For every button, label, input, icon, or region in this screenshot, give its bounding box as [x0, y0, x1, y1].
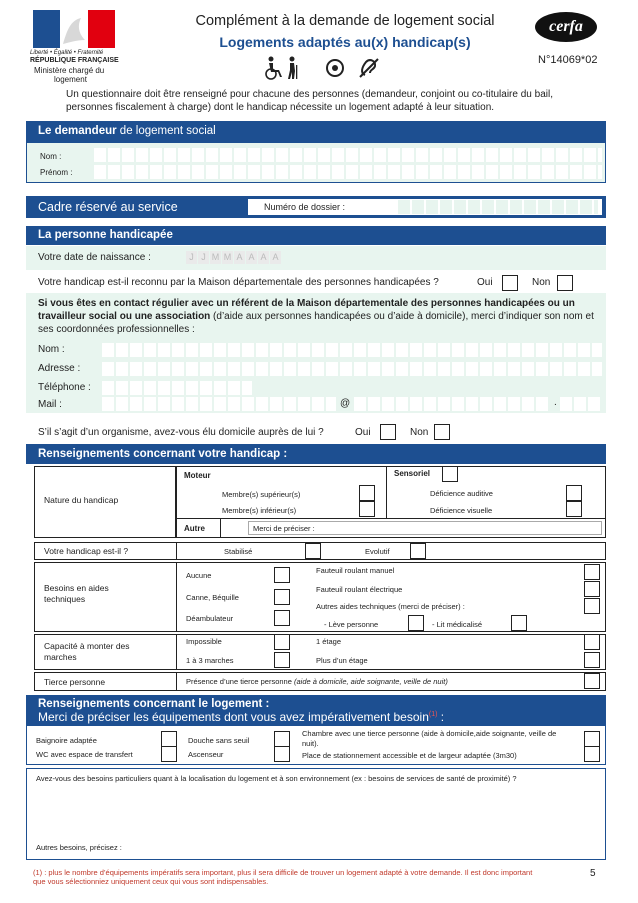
- autre-divider: [220, 518, 221, 538]
- contact-text-bold: Si vous êtes en contact régulier avec un référent de la Maison départementale des personnes handicapées ou un travailleur social ou une association: [38, 298, 575, 322]
- def-visuelle-checkbox[interactable]: [566, 501, 582, 517]
- stationnement-checkbox[interactable]: [584, 746, 600, 762]
- douche-label: Douche sans seuil: [188, 736, 250, 745]
- autres-besoins-input[interactable]: [150, 840, 598, 854]
- section-demandeur-header: [26, 121, 606, 142]
- stabilise-label: Stabilisé: [224, 547, 253, 556]
- presence-tierce-text: Présence d’une tierce personne: [186, 677, 292, 686]
- dob-cell[interactable]: M: [223, 252, 232, 262]
- def-visuelle-label: Déficience visuelle: [430, 506, 493, 515]
- dob-cell[interactable]: J: [186, 251, 197, 264]
- section-demandeur-title: Le demandeur: [38, 125, 117, 137]
- evolutif-label: Evolutif: [365, 547, 390, 556]
- logement-header-colon: :: [437, 710, 445, 724]
- referent-mail-domain-input[interactable]: [354, 397, 550, 411]
- moteur-label: Moteur: [184, 471, 211, 480]
- ministry-motto: Liberté • Égalité • Fraternité: [30, 50, 104, 56]
- dob-cell[interactable]: A: [270, 251, 281, 264]
- besoins-aides-label: Besoins en aides techniques: [44, 583, 109, 604]
- evolution-divider: [176, 542, 177, 560]
- page-subtitle: Logements adaptés au(x) handicap(s): [219, 34, 471, 50]
- def-auditive-checkbox[interactable]: [566, 485, 582, 501]
- mdph-non-checkbox[interactable]: [557, 275, 573, 291]
- wheelchair-icon: [266, 57, 282, 80]
- lit-medicalise-checkbox[interactable]: [511, 615, 527, 631]
- nature-divider-v: [386, 466, 387, 518]
- def-auditive-label: Déficience auditive: [430, 489, 493, 498]
- aucune-label: Aucune: [186, 571, 212, 580]
- demandeur-nom-input[interactable]: [94, 148, 602, 162]
- intellectual-disability-icon: [327, 60, 343, 76]
- wc-label: WC avec espace de transfert: [36, 750, 133, 759]
- deaf-ear-icon: [360, 59, 378, 77]
- dob-cell[interactable]: A: [246, 251, 257, 264]
- mail-at-sign: @: [340, 398, 351, 409]
- handicap-est-il-label: Votre handicap est-il ?: [44, 546, 129, 556]
- service-title: Cadre réservé au service: [38, 200, 178, 214]
- aucune-checkbox[interactable]: [274, 567, 290, 583]
- deambulateur-checkbox[interactable]: [274, 610, 290, 626]
- sensoriel-checkbox[interactable]: [442, 466, 458, 482]
- impossible-checkbox[interactable]: [274, 634, 290, 650]
- dob-cell[interactable]: J: [198, 251, 209, 264]
- nature-divider-h: [176, 518, 606, 519]
- ascenseur-label: Ascenseur: [188, 750, 224, 759]
- organisme-oui-checkbox[interactable]: [380, 424, 396, 440]
- service-dossier-label: Numéro de dossier :: [264, 202, 346, 212]
- fauteuil-electrique-checkbox[interactable]: [584, 581, 600, 597]
- plus-etage-label: Plus d’un étage: [316, 656, 368, 665]
- autre-label: Autre: [184, 524, 205, 533]
- service-bar: [26, 196, 606, 218]
- demandeur-prenom-label: Prénom :: [40, 168, 73, 177]
- autres-besoins-label: Autres besoins, précisez :: [36, 843, 122, 852]
- page-number: 5: [590, 868, 596, 879]
- localisation-question: Avez-vous des besoins particuliers quant à la localisation du logement et à son environnement (ex : besoins de services de santé de proximité) ?: [36, 774, 517, 783]
- mdph-oui-label: Oui: [477, 277, 493, 288]
- autres-aides-label: Autres aides techniques (merci de préciser) :: [316, 602, 465, 611]
- fauteuil-electrique-label: Fauteuil roulant électrique: [316, 585, 403, 594]
- organisme-non-checkbox[interactable]: [434, 424, 450, 440]
- referent-adresse-label: Adresse :: [38, 363, 81, 374]
- organisme-oui-label: Oui: [355, 427, 371, 438]
- referent-nom-input[interactable]: [102, 343, 602, 357]
- dob-cell[interactable]: M: [211, 252, 220, 262]
- tierce-personne-checkbox[interactable]: [584, 673, 600, 689]
- referent-telephone-input[interactable]: [102, 381, 252, 395]
- impossible-label: Impossible: [186, 637, 222, 646]
- membres-inf-checkbox[interactable]: [359, 501, 375, 517]
- baignoire-label: Baignoire adaptée: [36, 736, 97, 745]
- canne-label: Canne, Béquille: [186, 593, 239, 602]
- leve-personne-label: - Lève personne: [324, 620, 379, 629]
- leve-personne-checkbox[interactable]: [408, 615, 424, 631]
- localisation-answer[interactable]: [34, 786, 598, 836]
- logement-header-title: Renseignements concernant le logement :: [38, 698, 270, 710]
- baignoire-checkbox[interactable]: [161, 731, 177, 747]
- intro-text: Un questionnaire doit être renseigné pour chacune des personnes (demandeur, conjoint ou co-titulaire du bail, personnes fiscalement à charge) dont le handicap nécessite un logement adapté à leur situation.: [66, 89, 553, 113]
- contact-text: [38, 297, 598, 336]
- cerfa-logo: cerfa: [535, 12, 597, 42]
- stabilise-checkbox[interactable]: [305, 543, 321, 559]
- referent-mail-label: Mail :: [38, 399, 62, 410]
- capacite-marches-label: Capacité à monter des marches: [44, 641, 130, 662]
- service-dossier-box: [248, 199, 602, 215]
- nature-label: Nature du handicap: [44, 495, 119, 505]
- un-etage-label: 1 étage: [316, 637, 342, 646]
- section-logement-header: [26, 695, 606, 725]
- chambre-label: Chambre avec une tierce personne (aide à domicile,aide soignante, veille de nuit).: [302, 729, 557, 748]
- dob-label: Votre date de naissance :: [38, 252, 151, 263]
- referent-nom-label: Nom :: [38, 344, 65, 355]
- plus-etage-checkbox[interactable]: [584, 652, 600, 668]
- aides-divider: [176, 562, 177, 632]
- section-demandeur-title-rest: de logement social: [116, 125, 216, 137]
- fauteuil-manuel-label: Fauteuil roulant manuel: [316, 566, 395, 575]
- referent-mail-user-input[interactable]: [102, 397, 336, 411]
- dob-input[interactable]: [186, 251, 296, 265]
- section-handicap-header: Renseignements concernant votre handicap :: [26, 444, 606, 464]
- section-personne-header: La personne handicapée: [26, 226, 606, 245]
- tierce-personne-label: Tierce personne: [44, 677, 106, 687]
- fauteuil-manuel-checkbox[interactable]: [584, 564, 600, 580]
- dossier-number-input[interactable]: [398, 200, 598, 214]
- organisme-question: S’il s’agit d’un organisme, avez-vous élu domicile auprès de lui ?: [38, 427, 324, 438]
- mdph-oui-checkbox[interactable]: [502, 275, 518, 291]
- demandeur-nom-label: Nom :: [40, 152, 62, 161]
- republique-francaise: RÉPUBLIQUE FRANÇAISE: [30, 57, 119, 64]
- marianne-logo: [33, 10, 115, 48]
- logement-header-sup: (1): [428, 711, 438, 718]
- demandeur-prenom-input[interactable]: [94, 165, 602, 179]
- marches-divider: [176, 634, 177, 670]
- sensoriel-label: Sensoriel: [394, 469, 431, 478]
- ministry-name: Ministère chargé du: [34, 66, 105, 75]
- wc-checkbox[interactable]: [161, 746, 177, 762]
- mdph-non-label: Non: [532, 277, 551, 288]
- organisme-non-label: Non: [410, 427, 429, 438]
- membres-sup-label: Membre(s) supérieur(s): [222, 490, 301, 499]
- form-number: N°14069*02: [538, 54, 598, 66]
- evolutif-checkbox[interactable]: [410, 543, 426, 559]
- canne-checkbox[interactable]: [274, 589, 290, 605]
- un-a-trois-label: 1 à 3 marches: [186, 656, 234, 665]
- stationnement-label: Place de stationnement accessible et de largeur adaptée (3m30): [302, 751, 517, 760]
- un-etage-checkbox[interactable]: [584, 634, 600, 650]
- logement-header-sub: Merci de préciser les équipements dont vous avez impérativement besoin: [38, 710, 429, 724]
- mail-dot-sign: .: [554, 397, 557, 408]
- referent-mail-tld-input[interactable]: [560, 397, 602, 411]
- dob-cell[interactable]: A: [258, 251, 269, 264]
- mdph-question: Votre handicap est-il reconnu par la Maison départementale des personnes handicapées ?: [38, 277, 439, 288]
- ministry-name-2: logement: [54, 75, 87, 84]
- referent-telephone-label: Téléphone :: [38, 382, 91, 393]
- membres-sup-checkbox[interactable]: [359, 485, 375, 501]
- presence-tierce-label: [186, 677, 448, 686]
- membres-inf-label: Membre(s) inférieur(s): [222, 506, 297, 515]
- merci-preciser-label: Merci de préciser :: [253, 524, 315, 533]
- walking-person-icon: [288, 57, 297, 80]
- contact-text-rest: (d’aide aux personnes handicapées ou d’aide à domicile), merci d’indiquer son nom et ses coordonnées professionnelles :: [38, 311, 594, 335]
- page-title: Complément à la demande de logement social: [195, 13, 495, 29]
- dob-cell[interactable]: A: [234, 251, 245, 264]
- un-a-trois-checkbox[interactable]: [274, 652, 290, 668]
- douche-checkbox[interactable]: [274, 731, 290, 747]
- referent-adresse-input[interactable]: [102, 362, 602, 376]
- accessibility-icons: [262, 55, 392, 81]
- ascenseur-checkbox[interactable]: [274, 746, 290, 762]
- chambre-checkbox[interactable]: [584, 731, 600, 747]
- lit-medicalise-label: - Lit médicalisé: [432, 620, 483, 629]
- footnote: (1) : plus le nombre d’équipements impératifs sera important, plus il sera difficile de trouver un logement adapté à votre demande. Il est donc important que vous sélectionniez uniquement ceux qui vous sont indispensables.: [33, 868, 533, 886]
- autres-aides-checkbox[interactable]: [584, 598, 600, 614]
- deambulateur-label: Déambulateur: [186, 614, 234, 623]
- tierce-divider: [176, 672, 177, 691]
- presence-tierce-italic: (aide à domicile, aide soignante, veille de nuit): [291, 677, 448, 686]
